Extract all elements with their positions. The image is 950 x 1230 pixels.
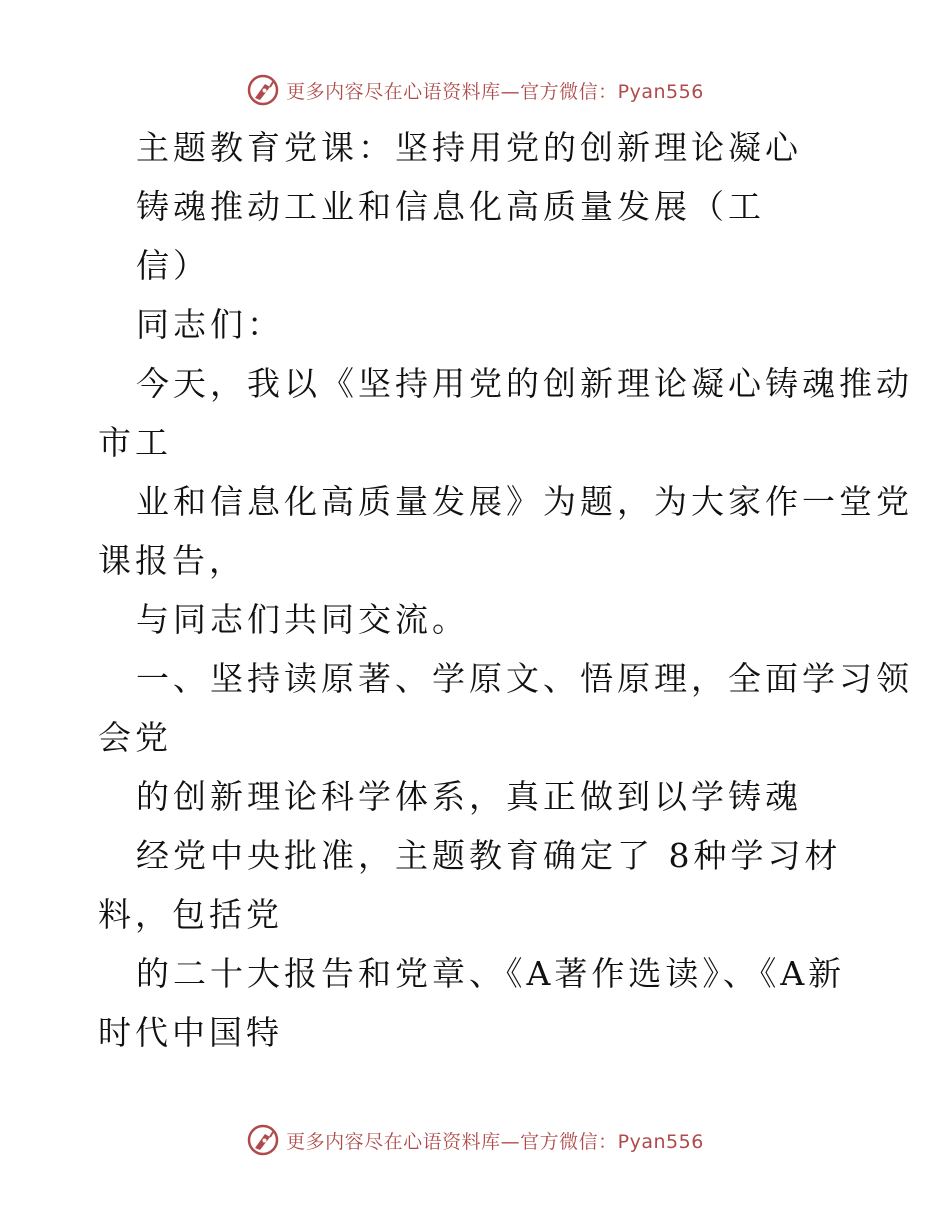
body-line: 料，包括党 [98, 895, 283, 934]
watermark-text: 更多内容尽在心语资料库—官方微信：Pyan556 [286, 1130, 704, 1153]
section-heading-line: 一、坚持读原著、学原文、悟原理，全面学习领 [136, 659, 913, 698]
header-watermark [0, 70, 950, 110]
body-line: 的二十大报告和党章、《A著作选读》、《A新 [136, 954, 846, 993]
body-line: 与同志们共同交流。 [136, 600, 469, 639]
body-line: 今天，我以《坚持用党的创新理论凝心铸魂推动 [136, 364, 913, 403]
section-heading-line: 会党 [98, 718, 172, 757]
body-line: 市工 [98, 423, 172, 462]
body-line: 时代中国特 [98, 1013, 283, 1052]
section-heading-line: 的创新理论科学体系，真正做到以学铸魂 [136, 777, 802, 816]
body-line: 课报告， [98, 541, 246, 580]
footer-watermark [0, 1120, 950, 1160]
body-line: 经党中央批准，主题教育确定了 8种学习材 [136, 836, 842, 875]
pen-nib-circle-icon [246, 1123, 280, 1157]
title-line-1: 主题教育党课：坚持用党的创新理论凝心 [136, 128, 802, 167]
watermark-text: 更多内容尽在心语资料库—官方微信：Pyan556 [286, 80, 704, 103]
title-line-2: 铸魂推动工业和信息化高质量发展（工 [136, 187, 765, 226]
pen-nib-circle-icon [246, 73, 280, 107]
title-line-3: 信） [136, 246, 210, 285]
salutation: 同志们： [136, 305, 284, 344]
body-line: 业和信息化高质量发展》为题，为大家作一堂党 [136, 482, 913, 521]
document-body [98, 118, 913, 1062]
